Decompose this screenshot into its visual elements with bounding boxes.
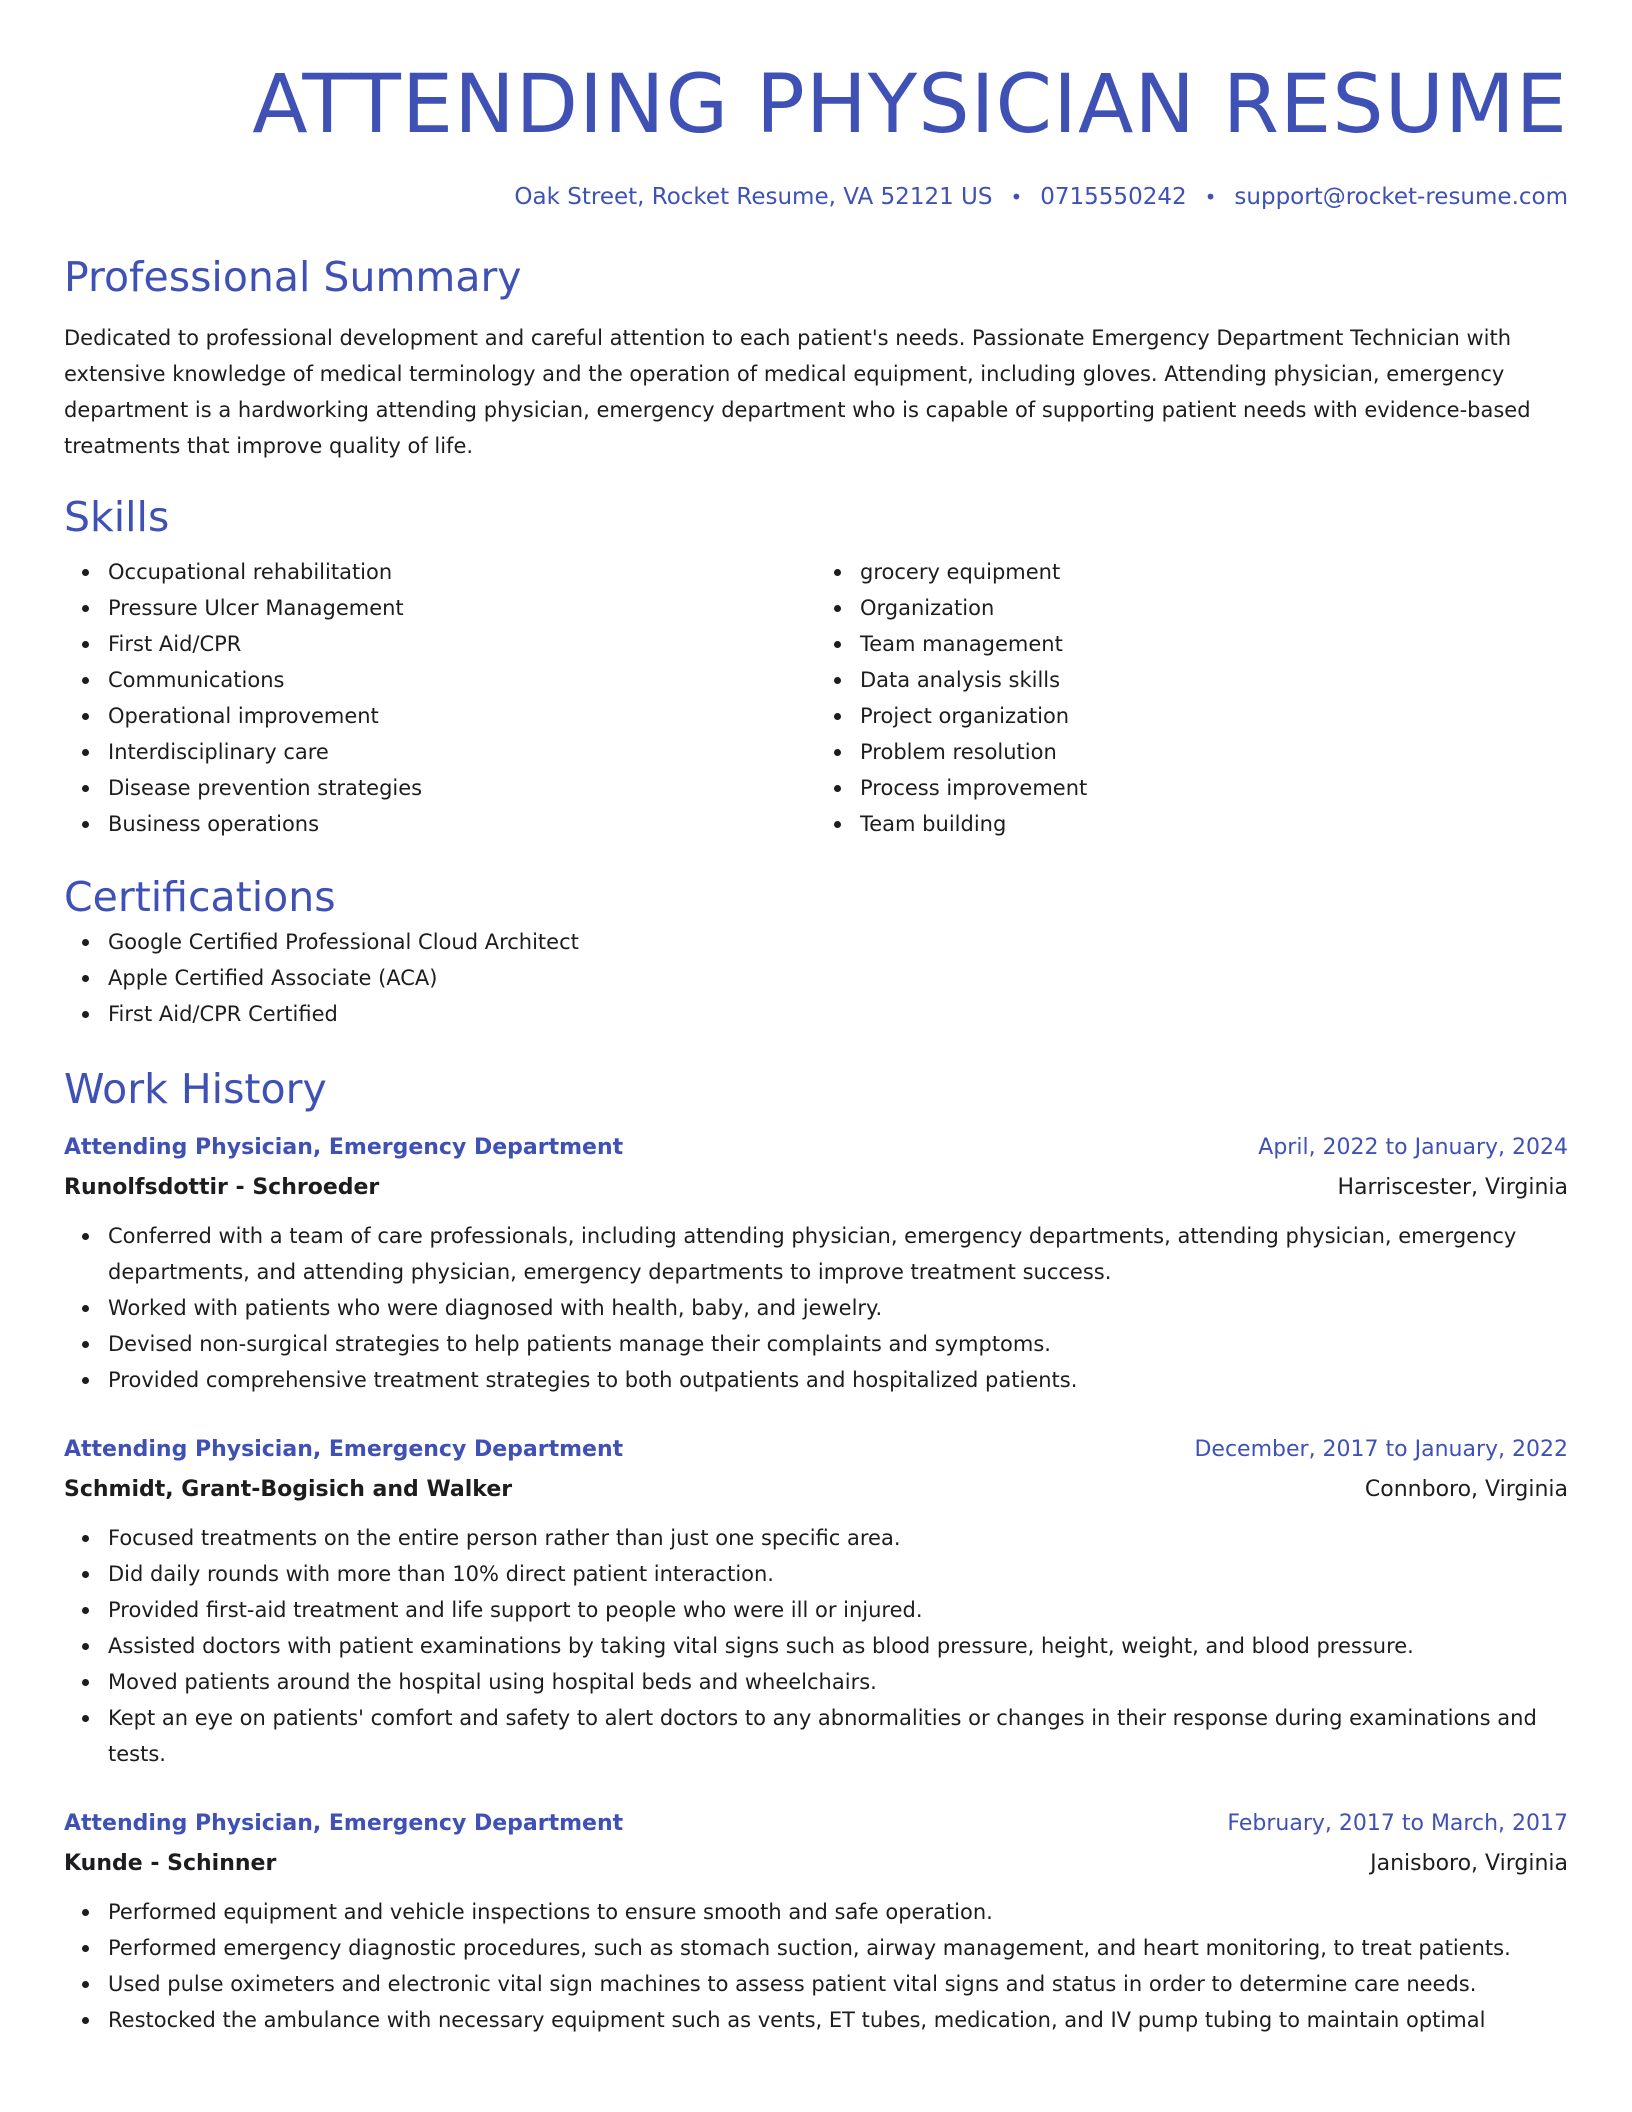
job-company: Kunde - Schinner [64,1851,277,1876]
certifications-list [64,924,1568,1032]
job-header-row [64,1804,1568,1844]
skills-grid [64,554,1568,842]
skill-item: Disease prevention strategies [108,770,816,806]
job-duty-item: Assisted doctors with patient examinations by taking vital signs such as blood pressure, height, weight, and blood pressure. [108,1628,1568,1664]
job-dates: February, 2017 to March, 2017 [1227,1811,1568,1836]
job-dates: December, 2017 to January, 2022 [1194,1437,1568,1462]
job-duty-item: Performed equipment and vehicle inspections to ensure smooth and safe operation. [108,1894,1568,1930]
skill-item: Process improvement [860,770,1568,806]
job-duty-item: Devised non-surgical strategies to help patients manage their complaints and symptoms. [108,1326,1568,1362]
job-header-row [64,1128,1568,1168]
certifications-heading: Certifications [64,873,336,921]
skill-item: grocery equipment [860,554,1568,590]
job-duties [64,1894,1568,2038]
job-duty-item: Conferred with a team of care professionals, including attending physician, emergency departments, attending physician, emergency departments, and attending physician, emergency departments to improve treatment success. [108,1218,1568,1290]
certification-item: Apple Certified Associate (ACA) [108,960,1568,996]
contact-separator: • [1010,185,1023,209]
job-location: Harriscester, Virginia [1337,1175,1568,1200]
job-title: Attending Physician, Emergency Department [64,1437,624,1462]
job-duty-item: Provided comprehensive treatment strategies to both outpatients and hospitalized patients. [108,1362,1568,1398]
summary-text: Dedicated to professional development and careful attention to each patient's needs. Passionate Emergency Department Technician with extensive knowledge of medical terminology and the operation of medical equipment, including gloves. Attending physician, emergency department is a hardworking attending physician, emergency department who is capable of supporting patient needs with evidence-based treatments that improve quality of life. [64,326,1531,458]
skill-item: First Aid/CPR [108,626,816,662]
skill-item: Pressure Ulcer Management [108,590,816,626]
resume-name: ATTENDING PHYSICIAN RESUME [252,58,1568,152]
job-title: Attending Physician, Emergency Department [64,1135,624,1160]
job-company-row [64,1844,1568,1884]
job-duty-item: Worked with patients who were diagnosed with health, baby, and jewelry. [108,1290,1568,1326]
job-duty-item: Moved patients around the hospital using hospital beds and wheelchairs. [108,1664,1568,1700]
job-duty-item: Did daily rounds with more than 10% direct patient interaction. [108,1556,1568,1592]
skill-item: Data analysis skills [860,662,1568,698]
skill-item: Team building [860,806,1568,842]
skill-item: Interdisciplinary care [108,734,816,770]
job-duties [64,1520,1568,1772]
work-history-heading: Work History [64,1065,327,1113]
job-location: Janisboro, Virginia [1370,1851,1568,1876]
skills-list-left [64,554,816,842]
job-duty-item: Provided first-aid treatment and life support to people who were ill or injured. [108,1592,1568,1628]
certification-item: First Aid/CPR Certified [108,996,1568,1032]
job-company-row [64,1470,1568,1510]
skills-list-right [816,554,1568,842]
contact-address: Oak Street, Rocket Resume, VA 52121 US [514,184,993,210]
job-dates: April, 2022 to January, 2024 [1258,1135,1568,1160]
job-location: Connboro, Virginia [1364,1477,1568,1502]
job-company: Schmidt, Grant-Bogisich and Walker [64,1477,513,1502]
resume-header [64,0,1568,212]
skill-item: Problem resolution [860,734,1568,770]
job-entry [64,1128,1568,1398]
job-header-row [64,1430,1568,1470]
contact-separator: • [1204,185,1217,209]
job-duty-item: Used pulse oximeters and electronic vital sign machines to assess patient vital signs and status in order to determine care needs. [108,1966,1568,2002]
skill-item: Business operations [108,806,816,842]
skill-item: Organization [860,590,1568,626]
job-company: Runolfsdottir - Schroeder [64,1175,380,1200]
job-duties [64,1218,1568,1398]
skill-item: Communications [108,662,816,698]
skill-item: Occupational rehabilitation [108,554,816,590]
job-duty-item: Performed emergency diagnostic procedures, such as stomach suction, airway management, and heart monitoring, to treat patients. [108,1930,1568,1966]
contact-phone: 0715550242 [1040,184,1187,210]
job-duty-item: Kept an eye on patients' comfort and safety to alert doctors to any abnormalities or changes in their response during examinations and tests. [108,1700,1568,1772]
job-duty-item: Focused treatments on the entire person rather than just one specific area. [108,1520,1568,1556]
contact-email: support@rocket-resume.com [1234,184,1568,210]
skill-item: Team management [860,626,1568,662]
skill-item: Operational improvement [108,698,816,734]
skills-heading: Skills [64,493,170,541]
job-entry [64,1804,1568,2038]
certification-item: Google Certified Professional Cloud Architect [108,924,1568,960]
job-duty-item: Restocked the ambulance with necessary equipment such as vents, ET tubes, medication, and IV pump tubing to maintain optimal [108,2002,1568,2038]
job-title: Attending Physician, Emergency Department [64,1811,624,1836]
job-entry [64,1430,1568,1772]
skill-item: Project organization [860,698,1568,734]
contact-line [64,182,1568,212]
job-company-row [64,1168,1568,1208]
summary-heading: Professional Summary [64,253,522,301]
